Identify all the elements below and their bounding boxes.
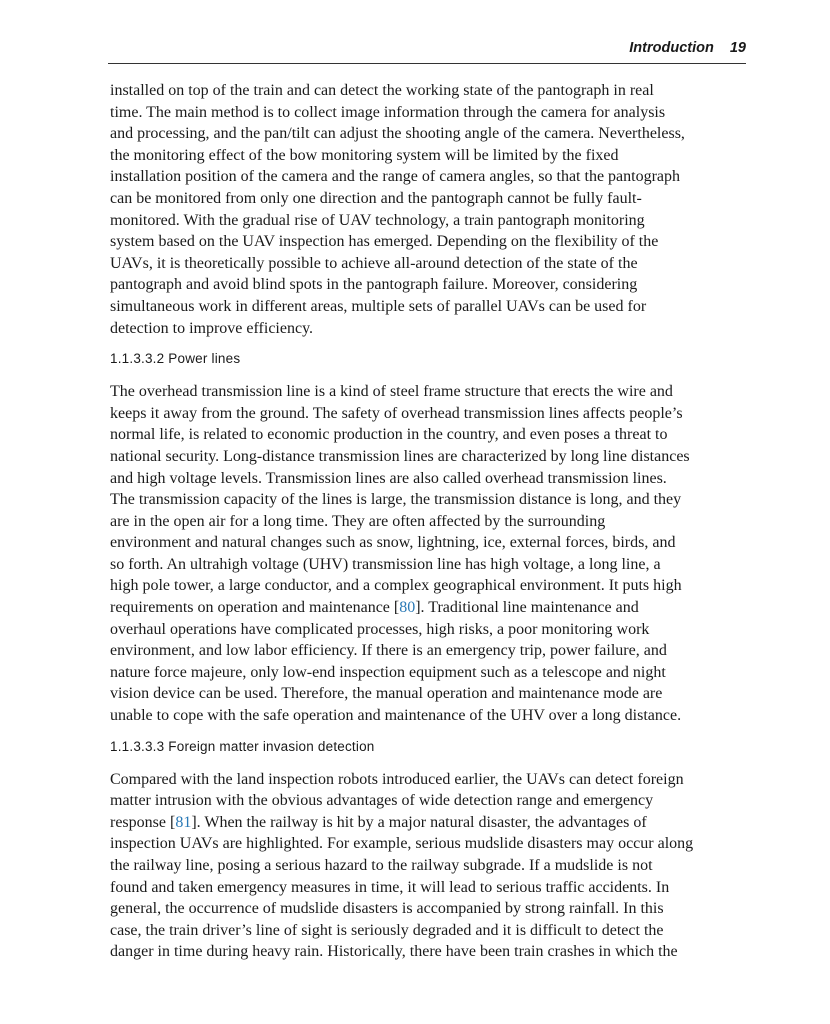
text-line: installed on top of the train and can detect the working state of the pantograph in real xyxy=(110,82,654,99)
text-line: national security. Long-distance transmission lines are characterized by long line distances xyxy=(110,447,690,465)
text-line: the railway line, posing a serious hazard to the railway subgrade. If a mudslide is not xyxy=(110,857,653,874)
citation-link-81[interactable]: 81 xyxy=(175,813,192,831)
text-line xyxy=(110,812,744,834)
text-line: time. The main method is to collect image information through the camera for analysis xyxy=(110,103,666,121)
text-line: can be monitored from only one direction and the pantograph cannot be fully fault- xyxy=(110,189,642,207)
text-line: normal life, is related to economic production in the country, and even poses a threat to xyxy=(110,426,668,444)
text-fragment: response [ xyxy=(110,813,176,831)
text-fragment: ]. Traditional line maintenance and xyxy=(415,599,639,617)
text-line: overhaul operations have complicated processes, high risks, a poor monitoring work xyxy=(110,620,650,638)
text-line: monitored. With the gradual rise of UAV technology, a train pantograph monitoring xyxy=(110,211,645,229)
running-head xyxy=(108,40,746,56)
text-line: the monitoring effect of the bow monitoring system will be limited by the fixed xyxy=(110,146,619,164)
page-body xyxy=(110,80,744,963)
text-line: and processing, and the pan/tilt can adjust the shooting angle of the camera. Nevertheless, xyxy=(110,125,685,143)
text-line: matter intrusion with the obvious advantages of wide detection range and emergency xyxy=(110,792,654,810)
text-fragment: ]. When the railway is hit by a major natural disaster, the advantages of xyxy=(191,813,647,831)
text-line: inspection UAVs are highlighted. For example, serious mudslide disasters may occur along xyxy=(110,835,694,853)
text-line: are in the open air for a long time. They are often affected by the surrounding xyxy=(110,512,606,530)
text-line: The transmission capacity of the lines is large, the transmission distance is long, and they xyxy=(110,491,682,509)
running-head-title: Introduction xyxy=(629,40,714,56)
citation-link-80[interactable]: 80 xyxy=(399,599,416,617)
paragraph-foreign-matter xyxy=(110,769,744,963)
text-line: so forth. An ultrahigh voltage (UHV) transmission line has high voltage, a long line, a xyxy=(110,555,661,573)
text-line: danger in time during heavy rain. Historically, there have been train crashes in which the xyxy=(110,943,678,961)
section-heading-power-lines: 1.1.3.3.2 Power lines xyxy=(110,351,241,367)
text-line: vision device can be used. Therefore, the manual operation and maintenance mode are xyxy=(110,685,663,703)
text-line: simultaneous work in different areas, multiple sets of parallel UAVs can be used for xyxy=(110,297,647,315)
text-line: The overhead transmission line is a kind of steel frame structure that erects the wire and xyxy=(110,383,673,401)
text-line: high pole tower, a large conductor, and a complex geographical environment. It puts high xyxy=(110,577,682,595)
text-line: system based on the UAV inspection has emerged. Depending on the flexibility of the xyxy=(110,233,659,251)
header-rule xyxy=(108,63,746,64)
text-line: Compared with the land inspection robots introduced earlier, the UAVs can detect foreign xyxy=(110,770,684,788)
text-line: UAVs, it is theoretically possible to achieve all-around detection of the state of the xyxy=(110,254,638,272)
text-line: installation position of the camera and the range of camera angles, so that the pantograph xyxy=(110,168,681,186)
text-line: keeps it away from the ground. The safety of overhead transmission lines affects people’s xyxy=(110,404,683,422)
text-line: unable to cope with the safe operation and maintenance of the UHV over a long distance. xyxy=(110,707,682,725)
text-line: detection to improve efficiency. xyxy=(110,319,314,337)
text-line: case, the train driver’s line of sight is seriously degraded and it is difficult to detect the xyxy=(110,921,664,939)
text-line: environment and natural changes such as snow, lightning, ice, external forces, birds, and xyxy=(110,534,676,552)
text-line: found and taken emergency measures in time, it will lead to serious traffic accidents. In xyxy=(110,878,670,896)
paragraph-pantograph xyxy=(110,80,744,339)
page-number: 19 xyxy=(729,40,746,56)
text-line: pantograph and avoid blind spots in the pantograph failure. Moreover, considering xyxy=(110,276,638,294)
text-line: general, the occurrence of mudslide disasters is accompanied by strong rainfall. In this xyxy=(110,900,664,918)
text-fragment: requirements on operation and maintenance [ xyxy=(110,599,400,617)
paragraph-power-lines xyxy=(110,381,744,727)
text-line: environment, and low labor efficiency. If there is an emergency trip, power failure, and xyxy=(110,642,667,660)
text-line xyxy=(110,597,744,619)
text-line: nature force majeure, only low-end inspection equipment such as a telescope and night xyxy=(110,663,666,681)
section-heading-foreign-matter: 1.1.3.3.3 Foreign matter invasion detection xyxy=(110,738,375,754)
text-line: and high voltage levels. Transmission lines are also called overhead transmission lines. xyxy=(110,469,667,487)
